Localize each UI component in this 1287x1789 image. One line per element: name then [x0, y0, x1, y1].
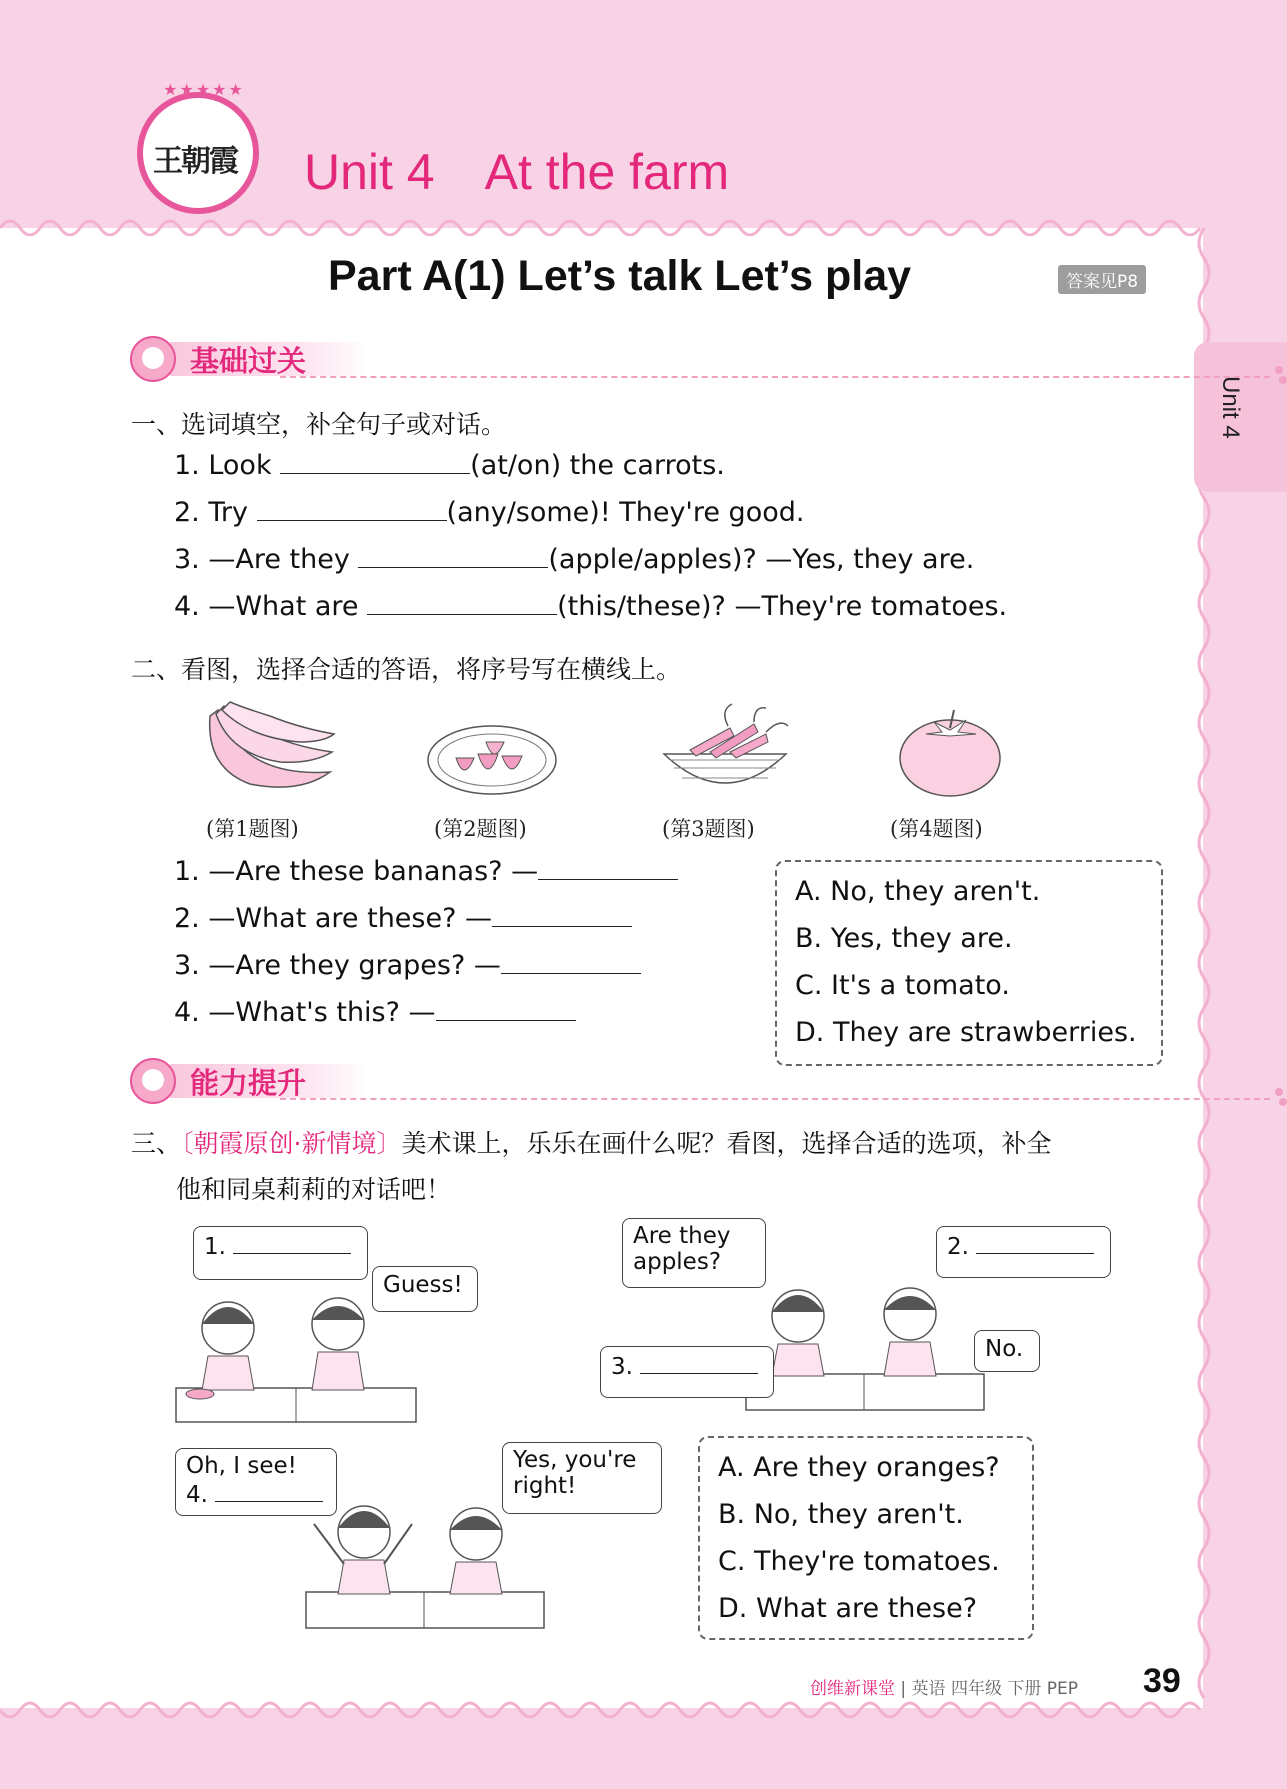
unit-title: Unit 4 At the farm — [304, 144, 730, 200]
q1-item-2-rest: (any/some)! They're good. — [446, 497, 805, 528]
q2-option-a: A. No, they aren't. — [795, 876, 1041, 907]
dots-icon — [1275, 364, 1287, 384]
bubble-see-text: Oh, I see! — [186, 1453, 297, 1479]
bananas-picture — [200, 698, 340, 798]
section-header-basic — [130, 336, 1287, 382]
answer-reference-tag: 答案见P8 — [1058, 265, 1146, 294]
bubble-2 — [936, 1226, 1111, 1278]
q2-options-box — [775, 860, 1163, 1066]
answer-blank[interactable] — [492, 904, 632, 927]
scene-2-illustration — [740, 1262, 990, 1422]
q3-heading-text: 美术课上，乐乐在画什么呢？看图，选择合适的选项，补全 — [401, 1129, 1052, 1158]
mascot-icon — [130, 336, 176, 382]
bubble-1-number: 1. — [204, 1234, 226, 1260]
q2-item-3-text: 3. —Are they grapes? — — [174, 950, 501, 981]
q1-item-2 — [174, 497, 804, 528]
answer-blank[interactable] — [976, 1231, 1094, 1254]
publisher-logo — [137, 80, 259, 214]
q1-item-1-text: 1. Look — [174, 450, 281, 481]
section-label: 基础过关 — [190, 344, 307, 378]
question-3-heading-line2: 他和同桌莉莉的对话吧！ — [176, 1175, 452, 1204]
part-title: Part A(1) Let’s talk Let’s play — [328, 252, 912, 300]
figure-caption-3: (第3题图) — [662, 817, 755, 841]
q2-option-b: B. Yes, they are. — [795, 923, 1013, 954]
q1-item-1 — [174, 450, 725, 481]
mascot-icon — [130, 1058, 176, 1104]
figure-caption-2: (第2题图) — [434, 817, 527, 841]
carrots-picture — [650, 700, 800, 802]
bubble-no: No. — [974, 1330, 1040, 1372]
footer-info: 创维新课堂 | 英语 四年级 下册 PEP — [810, 1679, 1079, 1699]
q2-option-c: C. It's a tomato. — [795, 970, 1010, 1001]
footer-brand: 创维新课堂 — [810, 1679, 895, 1699]
q2-item-4 — [174, 997, 576, 1028]
section-divider — [280, 1098, 1270, 1100]
dots-icon — [1275, 1086, 1287, 1106]
side-tab-label: Unit 4 — [1217, 376, 1244, 439]
answer-blank[interactable] — [640, 1351, 758, 1374]
section-divider — [280, 376, 1270, 378]
answer-blank[interactable] — [215, 1479, 323, 1502]
bubble-3 — [600, 1346, 774, 1398]
section-label: 能力提升 — [190, 1066, 307, 1100]
answer-blank[interactable] — [233, 1231, 351, 1254]
bubble-see-4 — [175, 1448, 337, 1516]
q1-item-3 — [174, 544, 974, 575]
q2-option-d: D. They are strawberries. — [795, 1017, 1137, 1048]
bubble-3-number: 3. — [611, 1354, 633, 1380]
answer-blank[interactable] — [538, 857, 678, 880]
answer-blank[interactable] — [436, 998, 576, 1021]
star-icons: ★★★★★ — [163, 80, 245, 99]
figure-caption-1: (第1题图) — [206, 817, 299, 841]
question-3-heading — [131, 1124, 1051, 1160]
answer-blank[interactable] — [501, 951, 641, 974]
bubble-right: Yes, you're right! — [502, 1442, 662, 1514]
answer-blank[interactable] — [257, 498, 447, 521]
q1-item-2-text: 2. Try — [174, 497, 257, 528]
q1-item-4-text: 4. —What are — [174, 591, 368, 622]
q3-option-b: B. No, they aren't. — [718, 1499, 964, 1530]
footer-book-info: 英语 四年级 下册 PEP — [911, 1679, 1079, 1699]
q1-item-1-rest: (at/on) the carrots. — [470, 450, 725, 481]
question-2-heading: 二、看图，选择合适的答语，将序号写在横线上。 — [131, 655, 682, 684]
question-1-heading: 一、选词填空，补全句子或对话。 — [131, 410, 507, 439]
wave-border-bottom — [0, 1700, 1287, 1730]
q1-item-4-rest: (this/these)? —They're tomatoes. — [557, 591, 1008, 622]
q3-option-d: D. What are these? — [718, 1593, 978, 1624]
strawberries-picture — [426, 720, 558, 796]
q2-item-2 — [174, 903, 632, 934]
q2-item-4-text: 4. —What's this? — — [174, 997, 436, 1028]
q3-original-tag: 〔朝霞原创·新情境〕 — [181, 1129, 402, 1158]
bubble-guess: Guess! — [372, 1266, 478, 1312]
q2-item-1-text: 1. —Are these bananas? — — [174, 856, 539, 887]
answer-blank[interactable] — [367, 592, 557, 615]
q3-options-box — [698, 1436, 1034, 1640]
q3-option-c: C. They're tomatoes. — [718, 1546, 1000, 1577]
answer-blank[interactable] — [358, 545, 548, 568]
bubble-apples: Are they apples? — [622, 1218, 766, 1288]
bubble-1 — [193, 1226, 368, 1280]
q3-number: 三、 — [131, 1129, 182, 1158]
figure-caption-4: (第4题图) — [890, 817, 983, 841]
page-number: 39 — [1143, 1662, 1181, 1700]
bubble-4-number: 4. — [186, 1482, 208, 1508]
q2-item-2-text: 2. —What are these? — — [174, 903, 493, 934]
answer-blank[interactable] — [280, 451, 470, 474]
tomato-picture — [896, 702, 1004, 798]
q2-item-1 — [174, 856, 678, 887]
q1-item-3-rest: (apple/apples)? —Yes, they are. — [548, 544, 975, 575]
q3-option-a: A. Are they oranges? — [718, 1452, 1000, 1483]
q2-item-3 — [174, 950, 641, 981]
section-header-advanced — [130, 1058, 1287, 1104]
bubble-2-number: 2. — [947, 1234, 969, 1260]
q1-item-4 — [174, 591, 1007, 622]
q1-item-3-text: 3. —Are they — [174, 544, 359, 575]
logo-text: 王朝霞 — [153, 144, 237, 179]
